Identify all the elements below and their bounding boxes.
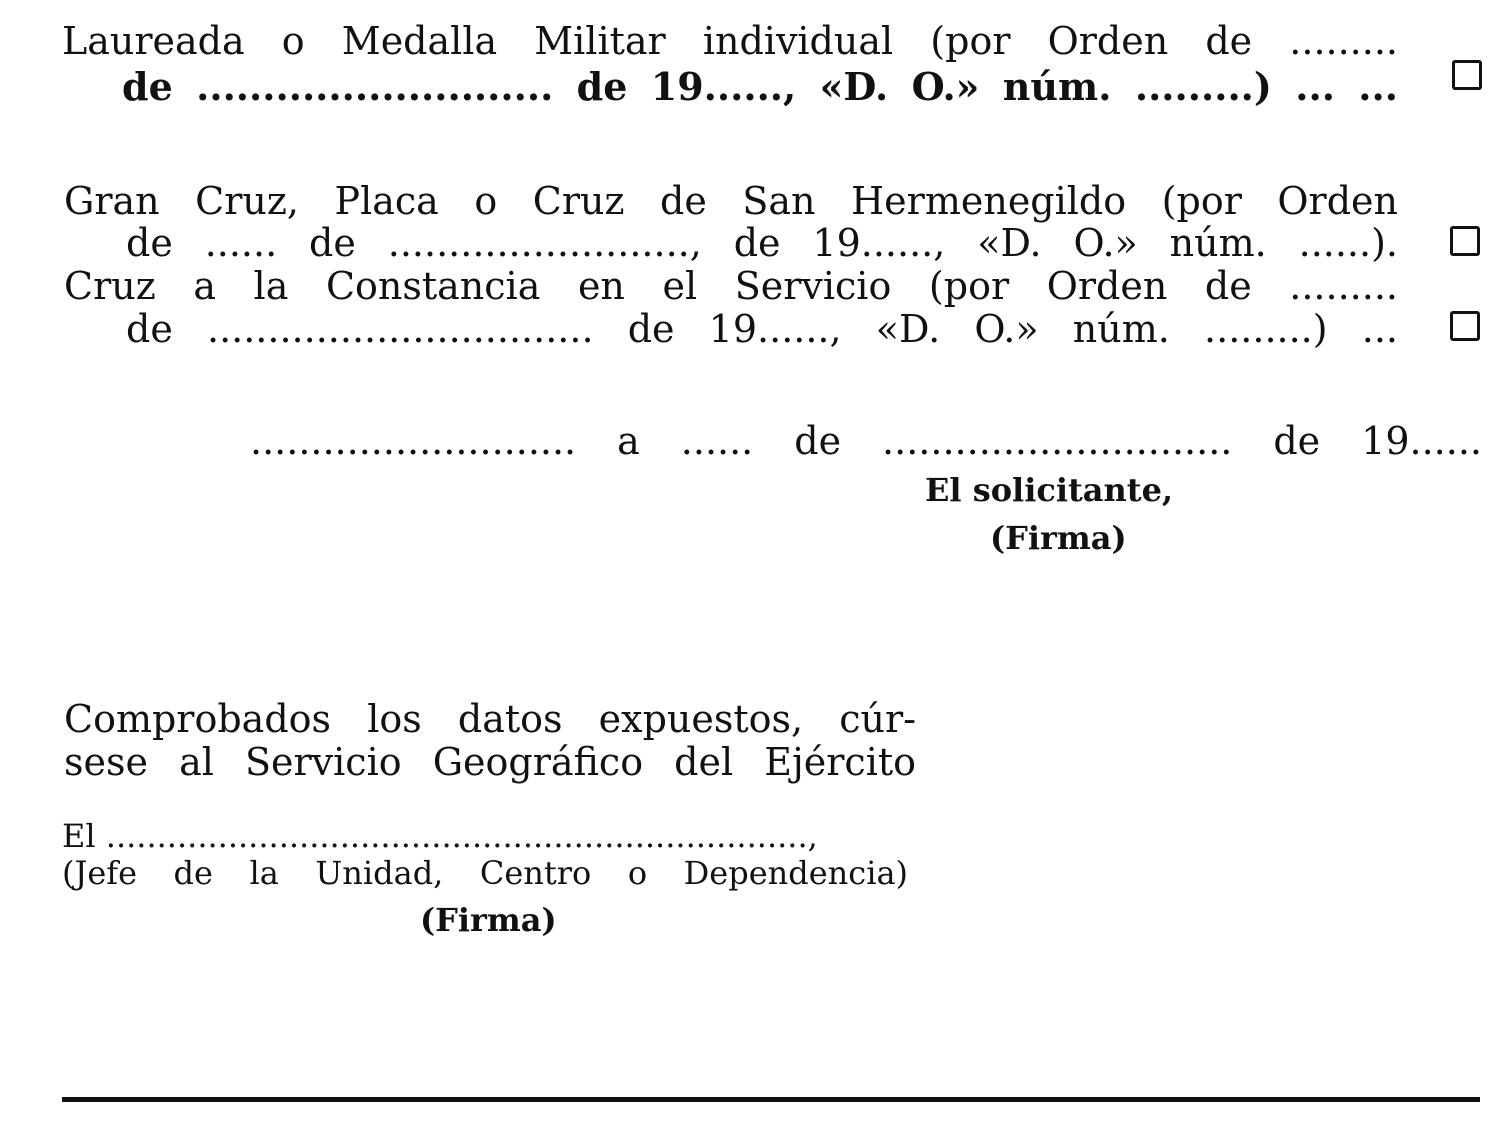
verification-line-1: Comprobados los datos expuestos, cúr-: [64, 697, 916, 741]
bottom-rule: [62, 1097, 1480, 1102]
option-1-line-1: Laureada o Medalla Militar individual (por Orden de .........: [62, 19, 1398, 63]
chief-line: El .....................................................................,: [62, 817, 818, 855]
verification-line-2: sese al Servicio Geográfico del Ejército: [64, 740, 916, 784]
chief-signature-label: (Firma): [420, 901, 557, 939]
applicant-signature-label: (Firma): [990, 519, 1127, 557]
date-line: ........................... a ...... de ............................. de 19......: [250, 419, 1482, 463]
option-3-checkbox[interactable]: [1450, 311, 1480, 341]
option-1-line-2: de ........................... de 19......, «D. O.» núm. .........) ... ...: [122, 64, 1398, 109]
applicant-role: El solicitante,: [925, 471, 1174, 509]
option-3-line-1: Cruz a la Constancia en el Servicio (por Orden de .........: [64, 264, 1398, 308]
option-3-line-2: de ................................ de 19......, «D. O.» núm. .........) ...: [126, 307, 1398, 351]
option-1-checkbox[interactable]: [1452, 60, 1482, 90]
chief-caption: (Jefe de la Unidad, Centro o Dependencia): [62, 854, 908, 892]
option-2-line-2: de ...... de ........................., de 19......, «D. O.» núm. ......).: [126, 221, 1398, 265]
option-2-checkbox[interactable]: [1450, 226, 1480, 256]
option-2-line-1: Gran Cruz, Placa o Cruz de San Hermenegildo (por Orden: [64, 179, 1398, 223]
